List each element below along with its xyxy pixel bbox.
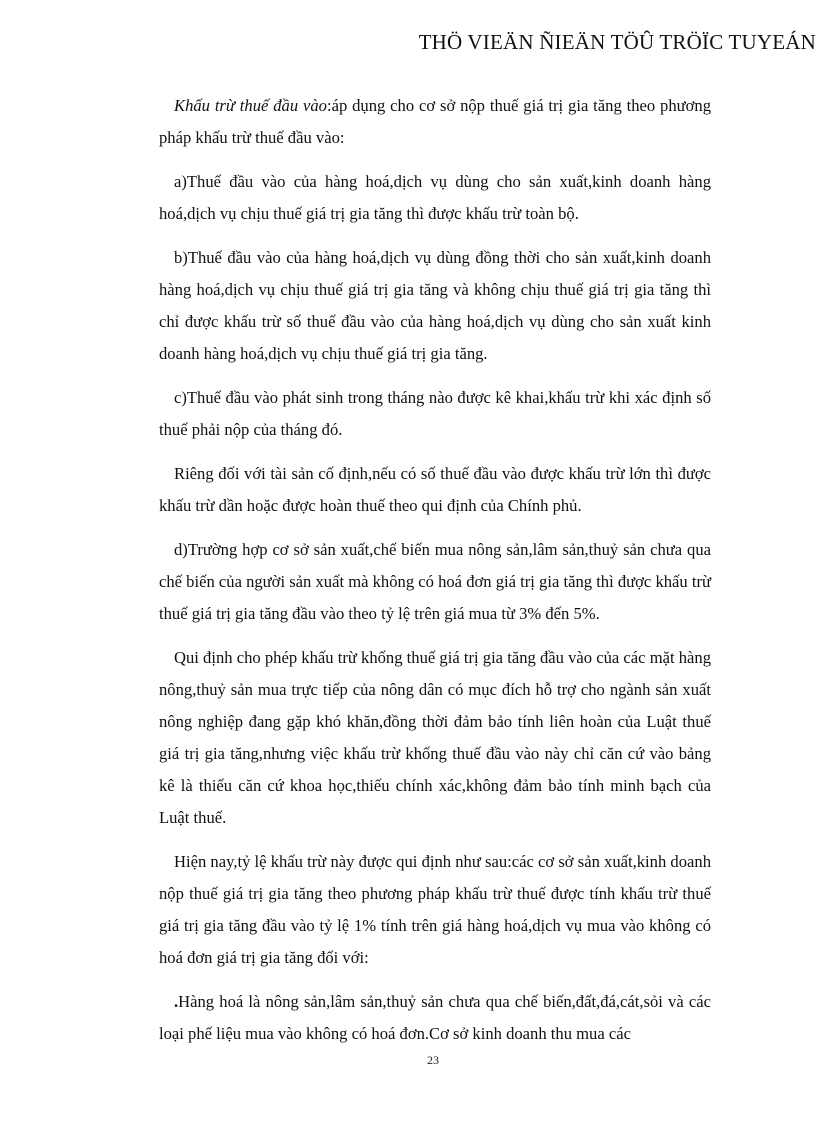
paragraph-text: :áp dụng cho cơ sở nộp thuế giá trị gia tăng theo phương pháp khấu trừ thuế đầu vào: bbox=[159, 96, 711, 147]
paragraph-text: c)Thuế đầu vào phát sinh trong tháng nào được kê khai,khấu trừ khi xác định số thuế phải nộp của tháng đó. bbox=[159, 388, 711, 439]
paragraph-text: a)Thuế đầu vào của hàng hoá,dịch vụ dùng cho sản xuất,kinh doanh hàng hoá,dịch vụ chịu thuế giá trị gia tăng thì được khấu trừ toàn bộ. bbox=[159, 172, 711, 223]
paragraph-text: d)Trường hợp cơ sở sản xuất,chế biến mua nông sản,lâm sản,thuỷ sản chưa qua chế biến của người sản xuất mà không có hoá đơn giá trị gia tăng thì được khấu trừ thuế giá trị gia tăng đầu vào theo tỷ lệ trên giá mua từ 3% đến 5%. bbox=[159, 540, 711, 623]
paragraph-deduction-rules bbox=[159, 642, 711, 834]
paragraph-item-b bbox=[159, 242, 711, 370]
paragraph-text: Qui định cho phép khấu trừ khống thuế giá trị gia tăng đầu vào của các mặt hàng nông,thuỷ sản mua trực tiếp của nông dân có mục đích hỗ trợ cho ngành sản xuất nông nghiệp đang gặp khó khăn,đồng thời đảm bảo tính liên hoàn của Luật thuế giá trị gia tăng,nhưng việc khấu trừ khống thuế đầu vào này chỉ căn cứ vào bảng kê là thiếu căn cứ khoa học,thiếu chính xác,không đảm bảo tính minh bạch của Luật thuế. bbox=[159, 648, 711, 827]
paragraph-item-d bbox=[159, 534, 711, 630]
body-text bbox=[159, 90, 711, 1062]
paragraph-fixed-assets bbox=[159, 458, 711, 522]
paragraph-item-c bbox=[159, 382, 711, 446]
paragraph-current-rate bbox=[159, 846, 711, 974]
paragraph-item-a bbox=[159, 166, 711, 230]
paragraph-input-tax-deduction bbox=[159, 90, 711, 154]
page-number: 23 bbox=[427, 1053, 439, 1067]
paragraph-text: Hàng hoá là nông sản,lâm sản,thuỷ sản chưa qua chế biến,đất,đá,cát,sỏi và các loại phế liệu mua vào không có hoá đơn.Cơ sở kinh doanh thu mua các bbox=[159, 992, 711, 1043]
bullet-mark: . bbox=[174, 992, 179, 1011]
paragraph-bullet-goods bbox=[159, 986, 711, 1050]
paragraph-lead-term: Khấu trừ thuế đầu vào bbox=[174, 96, 327, 115]
paragraph-text: Riêng đối với tài sản cố định,nếu có số thuế đầu vào được khấu trừ lớn thì được khấu trừ dần hoặc được hoàn thuế theo qui định của Chính phủ. bbox=[159, 464, 711, 515]
running-header: THÖ VIEÄN ÑIEÄN TÖÛ TRÖÏC TUYEÁN bbox=[418, 30, 816, 54]
paragraph-text: Hiện nay,tỷ lệ khấu trừ này được qui định như sau:các cơ sở sản xuất,kinh doanh nộp thuế giá trị gia tăng theo phương pháp khấu trừ thuế được tính khấu trừ thuế giá trị gia tăng đầu vào tỷ lệ 1% tính trên giá hàng hoá,dịch vụ mua vào không có hoá đơn giá trị gia tăng đối với: bbox=[159, 852, 711, 967]
paragraph-text: b)Thuế đầu vào của hàng hoá,dịch vụ dùng đồng thời cho sản xuất,kinh doanh hàng hoá,dịch vụ chịu thuế giá trị gia tăng và không chịu thuế giá trị gia tăng thì chỉ được khấu trừ số thuế đầu vào của hàng hoá,dịch vụ dùng cho sản xuất kinh doanh hàng hoá,dịch vụ chịu thuế giá trị gia tăng. bbox=[159, 248, 711, 363]
